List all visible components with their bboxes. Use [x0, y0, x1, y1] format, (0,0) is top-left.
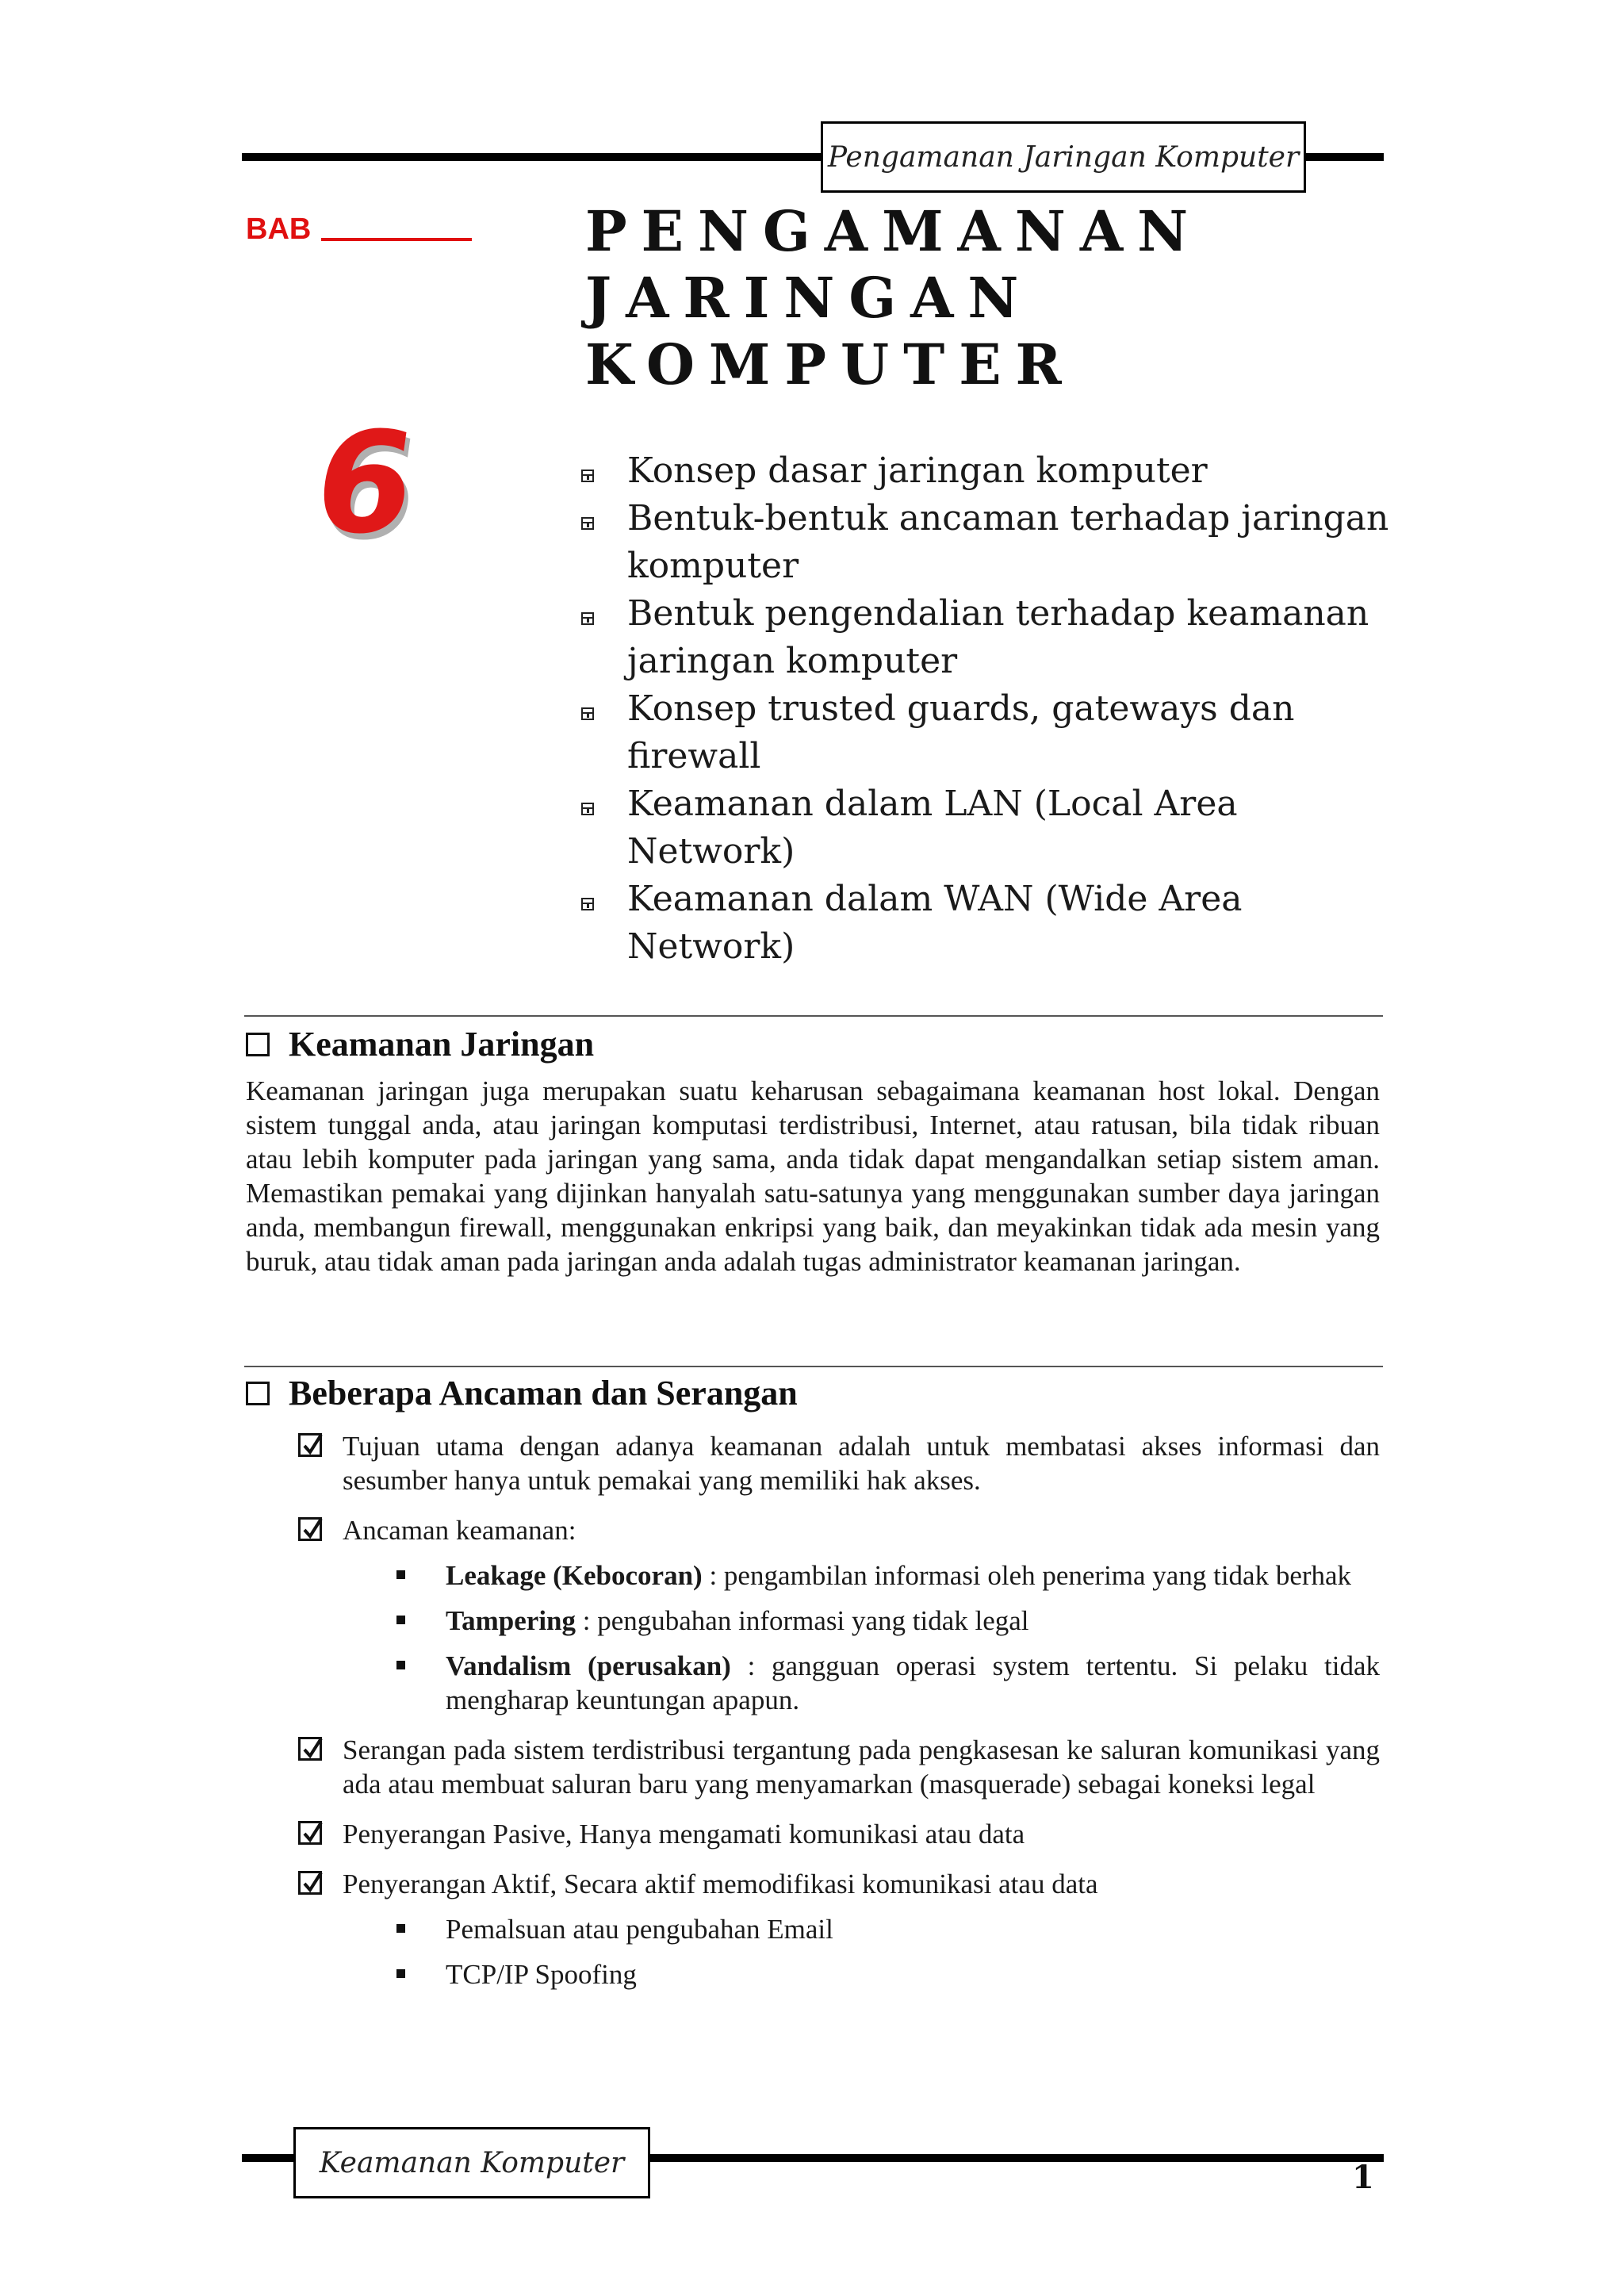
- checklist-item: Tujuan utama dengan adanya keamanan adalah untuk membatasi akses informasi dan sesumber hanya untuk pemakai yang memiliki hak akses.: [295, 1429, 1380, 1497]
- checkbox-checked-icon: [298, 1517, 322, 1541]
- bullet-icon: [581, 612, 594, 625]
- chapter-objectives: [575, 447, 1400, 971]
- running-footer: Keamanan Komputer: [293, 2127, 650, 2198]
- threat-item: Vandalism (perusakan) : gangguan operasi system tertentu. Si pelaku tidak mengharap keuntungan apapun.: [396, 1649, 1380, 1717]
- bullet-icon: [581, 707, 594, 720]
- chapter-title-line: JARINGAN: [585, 265, 1033, 331]
- running-header: Pengamanan Jaringan Komputer: [821, 121, 1306, 193]
- bullet-icon: [581, 898, 594, 910]
- page-number: 1: [1352, 2159, 1374, 2196]
- checkbox-checked-icon: [298, 1871, 322, 1895]
- section-divider: [244, 1366, 1383, 1367]
- section-heading: Keamanan Jaringan: [246, 1023, 594, 1066]
- checklist-item: Penyerangan Pasive, Hanya mengamati komunikasi atau data: [295, 1817, 1380, 1851]
- section-paragraph: Keamanan jaringan juga merupakan suatu keharusan sebagaimana keamanan host lokal. Dengan sistem tunggal anda, atau jaringan komputasi terdistribusi, Internet, atau ratusan, bila tidak ribuan atau lebih komputer pada jaringan yang sama, anda tidak dapat mengandalkan setiap sistem aman. Memastikan pemakai yang dijinkan hanyalah satu-satunya yang menggunakan sumber daya jaringan anda, membangun firewall, menggunakan enkripsi yang baik, dan meyakinkan tidak ada mesin yang buruk, atau tidak aman pada jaringan anda adalah tugas administrator keamanan jaringan.: [246, 1075, 1380, 1277]
- active-attack-examples: [396, 1912, 1380, 1991]
- objective-item: Keamanan dalam LAN (Local Area Network): [575, 780, 1400, 876]
- section-heading: Beberapa Ancaman dan Serangan: [246, 1372, 798, 1415]
- objective-item: Bentuk pengendalian terhadap keamanan jaringan komputer: [575, 590, 1400, 685]
- section-divider: [244, 1015, 1383, 1017]
- threat-types-list: [396, 1558, 1380, 1717]
- square-bullet-icon: [396, 1661, 405, 1669]
- bullet-icon: [581, 517, 594, 530]
- checkbox-checked-icon: [298, 1821, 322, 1845]
- checklist-item: Penyerangan Aktif, Secara aktif memodifikasi komunikasi atau data Pemalsuan atau pengubahan Email TCP/IP Spoofing: [295, 1867, 1380, 1991]
- chapter-label-underline: [321, 238, 472, 241]
- chapter-title-line: PENGAMANAN: [585, 198, 1203, 264]
- threat-item: Tampering : pengubahan informasi yang tidak legal: [396, 1604, 1380, 1638]
- objective-item: Konsep trusted guards, gateways dan firewall: [575, 685, 1400, 780]
- checklist-item: Serangan pada sistem terdistribusi tergantung pada pengkasesan ke saluran komunikasi yang ada atau membuat saluran baru yang menyamarkan (masquerade) sebagai koneksi legal: [295, 1733, 1380, 1801]
- chapter-title: [585, 198, 1378, 398]
- checkbox-empty-icon: [246, 1382, 270, 1405]
- chapter-title-line: KOMPUTER: [585, 332, 1076, 397]
- objective-item: Konsep dasar jaringan komputer: [575, 447, 1400, 495]
- threat-checklist: [295, 1429, 1380, 1991]
- checkbox-checked-icon: [298, 1433, 322, 1457]
- square-bullet-icon: [396, 1570, 405, 1579]
- square-bullet-icon: [396, 1924, 405, 1933]
- checkbox-empty-icon: [246, 1033, 270, 1056]
- square-bullet-icon: [396, 1969, 405, 1978]
- checklist-item: Ancaman keamanan: Leakage (Kebocoran) : pengambilan informasi oleh penerima yang tidak berhak Tampering : pengubahan informasi yang tidak legal Vandalism (perusakan) : gangguan operasi system tertentu. Si pelaku tidak mengharap keuntungan apapun.: [295, 1513, 1380, 1717]
- threat-item: Leakage (Kebocoran) : pengambilan informasi oleh penerima yang tidak berhak: [396, 1558, 1380, 1593]
- objective-item: Bentuk-bentuk ancaman terhadap jaringan komputer: [575, 495, 1400, 590]
- chapter-label: BAB: [246, 213, 312, 246]
- checkbox-checked-icon: [298, 1737, 322, 1761]
- bullet-icon: [581, 470, 594, 482]
- bullet-icon: [581, 803, 594, 815]
- chapter-number: 6: [304, 402, 425, 565]
- example-item: TCP/IP Spoofing: [396, 1957, 1380, 1991]
- example-item: Pemalsuan atau pengubahan Email: [396, 1912, 1380, 1946]
- objective-item: Keamanan dalam WAN (Wide Area Network): [575, 876, 1400, 971]
- square-bullet-icon: [396, 1616, 405, 1624]
